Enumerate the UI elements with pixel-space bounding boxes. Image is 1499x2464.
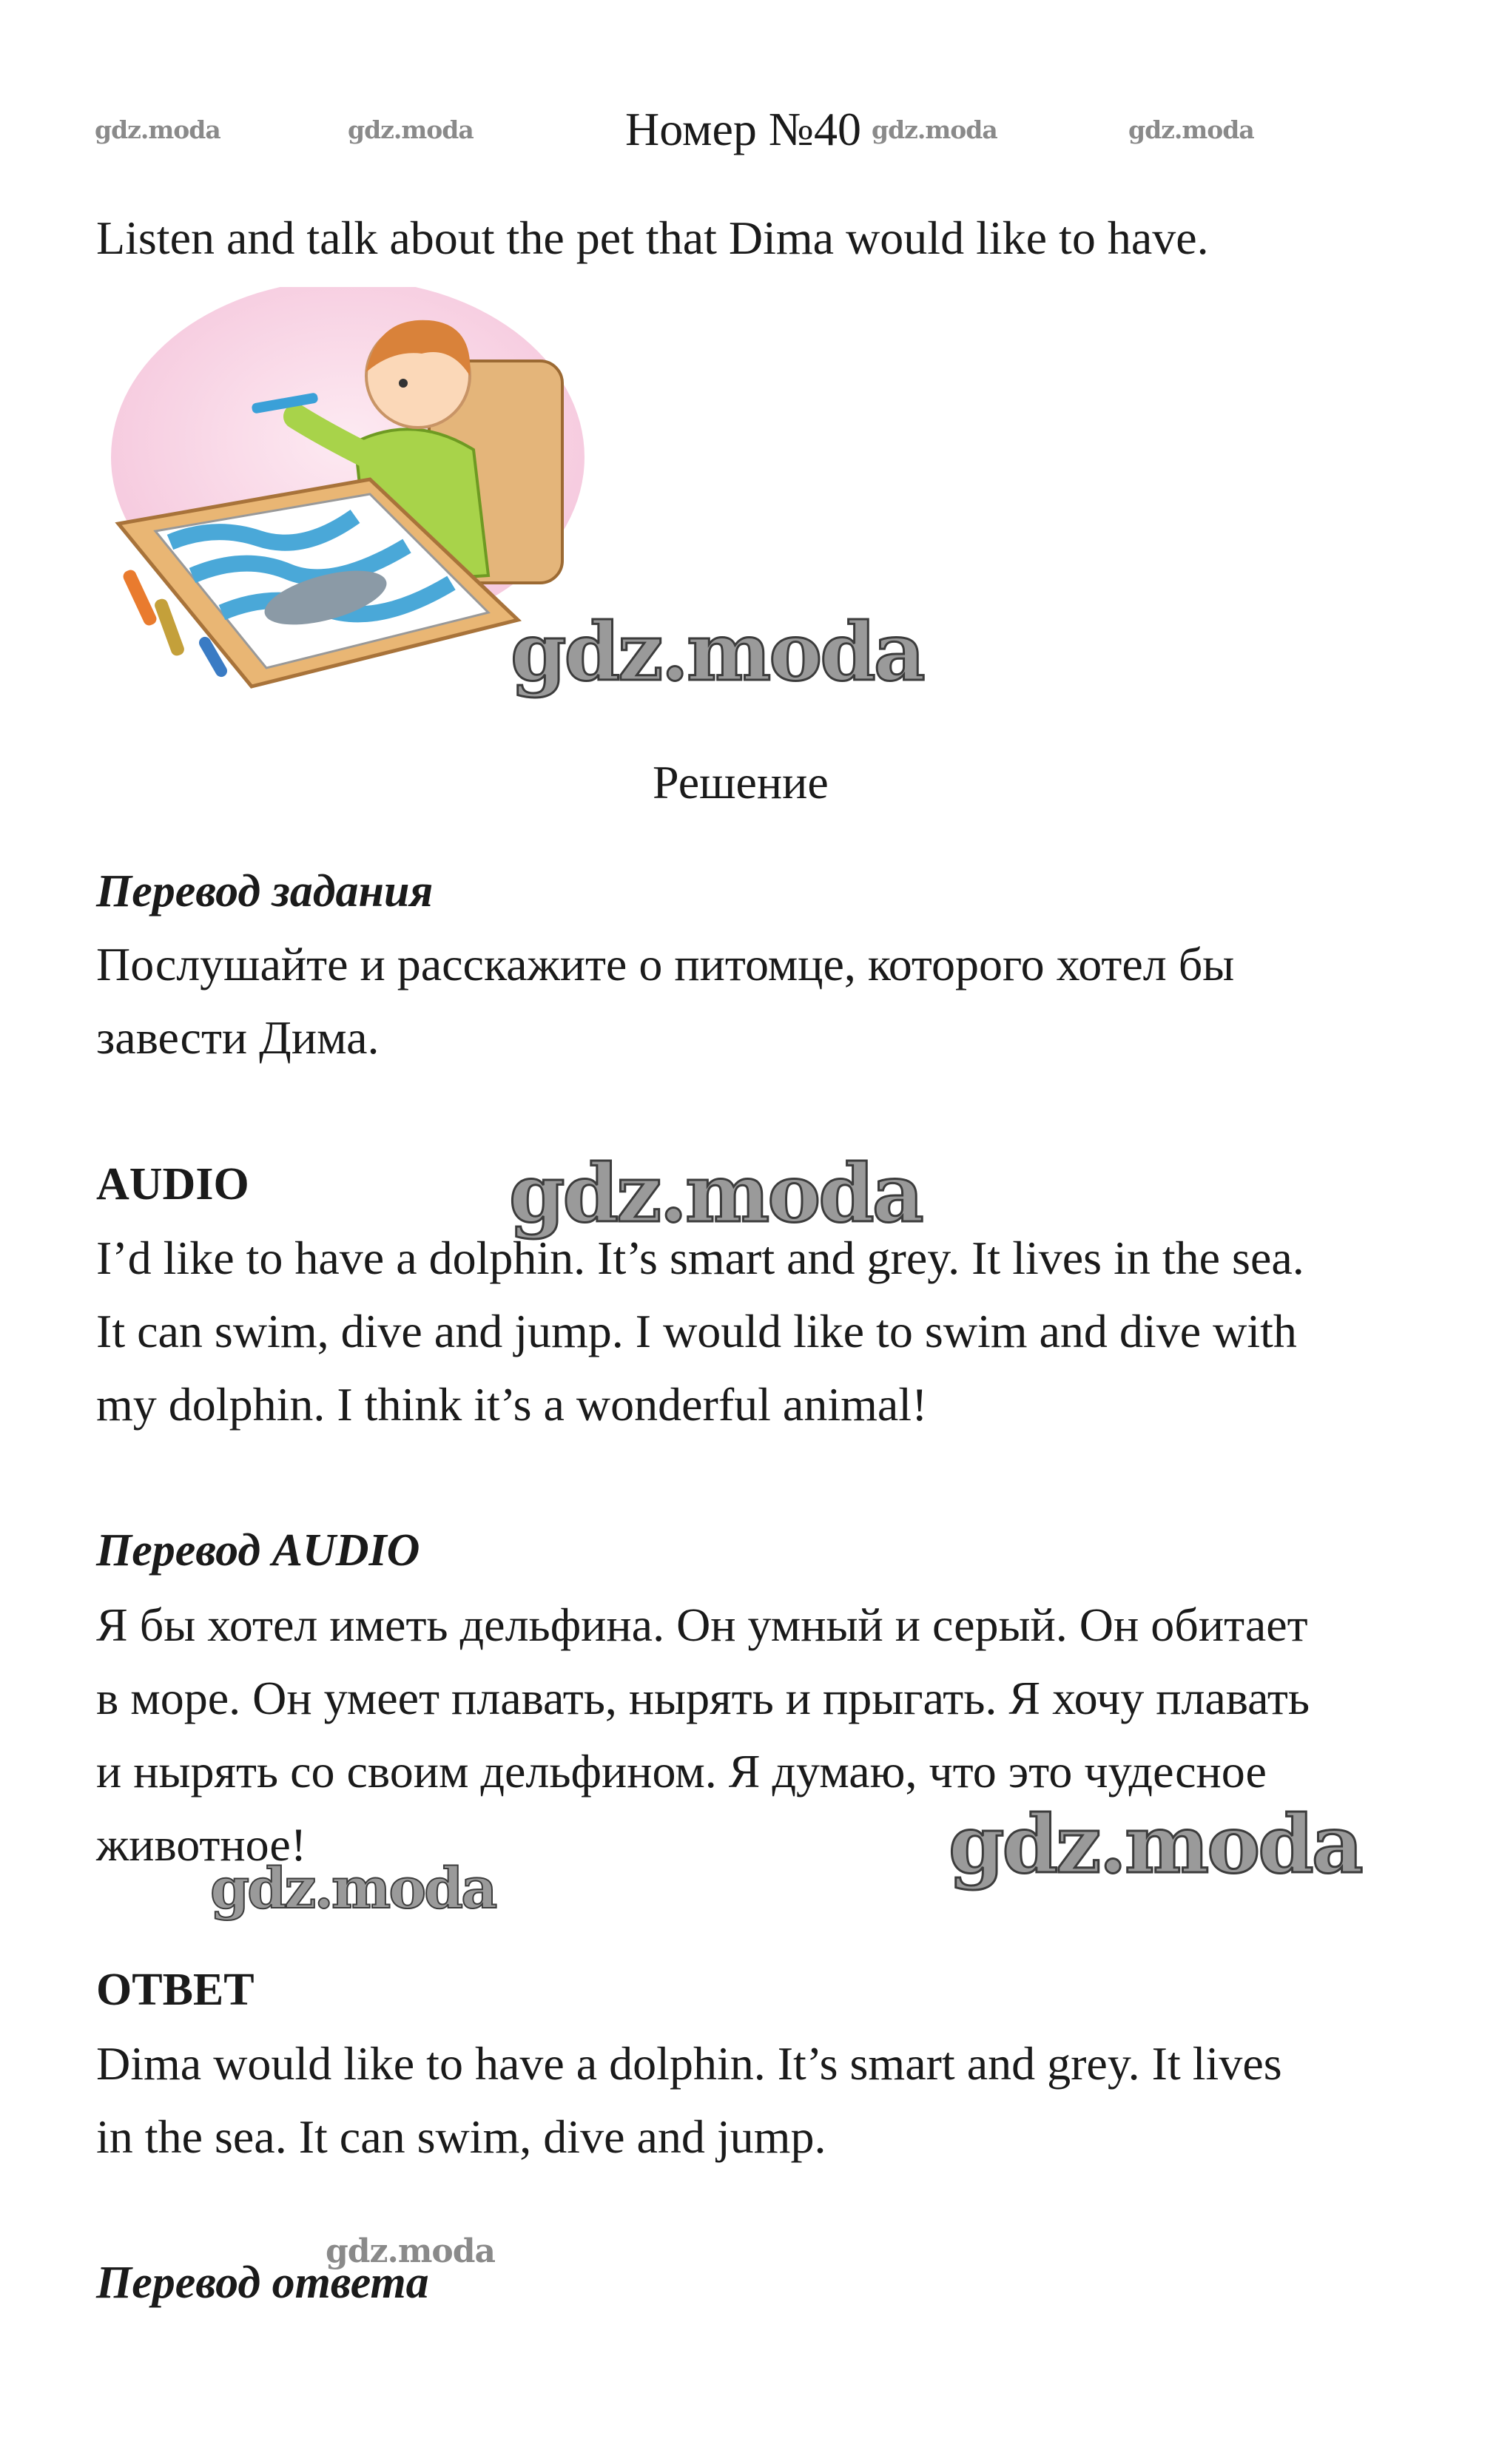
watermark-big-4: gdz.moda (210, 1855, 496, 1921)
watermark-big-3: gdz.moda (949, 1798, 1361, 1891)
audio-line-2: It can swim, dive and jump. I would like to swim and dive with (96, 1305, 1297, 1357)
crayon-1 (121, 568, 158, 627)
audio-translation-line-2: в море. Он умеет плавать, нырять и прыгать. Я хочу плавать (96, 1672, 1310, 1724)
audio-translation-heading: Перевод AUDIO (96, 1525, 420, 1576)
watermark-small-2: gdz.moda (348, 115, 474, 144)
audio-translation-line-1: Я бы хотел иметь дельфина. Он умный и серый. Он обитает (96, 1599, 1308, 1651)
task-translation-line-2: завести Дима. (96, 1011, 380, 1064)
audio-line-1: I’d like to have a dolphin. It’s smart and grey. It lives in the sea. (96, 1232, 1304, 1284)
watermark-small-5: gdz.moda (326, 2232, 496, 2270)
audio-translation-line-3: и нырять со своим дельфином. Я думаю, что это чудесное (96, 1745, 1267, 1798)
audio-translation-line-4: животное! (96, 1818, 307, 1871)
answer-heading: ОТВЕТ (96, 1965, 255, 2015)
answer-line-1: Dima would like to have a dolphin. It’s smart and grey. It lives (96, 2037, 1282, 2090)
page-title: Номер №40 (625, 103, 861, 155)
boy-eye (399, 379, 408, 388)
crayon-2 (153, 597, 186, 657)
watermark-small-1: gdz.moda (95, 115, 220, 144)
solution-label: Решение (653, 756, 829, 809)
watermark-big-2: gdz.moda (509, 1147, 922, 1241)
audio-heading: AUDIO (96, 1159, 249, 1209)
watermark-small-3: gdz.moda (872, 115, 997, 144)
watermark-small-4: gdz.moda (1128, 115, 1254, 144)
task-instruction: Listen and talk about the pet that Dima would like to have. (96, 212, 1209, 264)
task-translation-line-1: Послушайте и расскажите о питомце, которого хотел бы (96, 938, 1235, 990)
task-translation-heading: Перевод задания (96, 866, 434, 917)
watermark-big-1: gdz.moda (511, 606, 923, 699)
answer-line-2: in the sea. It can swim, dive and jump. (96, 2110, 826, 2163)
answer-translation-heading: Перевод ответа (96, 2258, 429, 2308)
audio-line-3: my dolphin. I think it’s a wonderful animal! (96, 1378, 928, 1431)
